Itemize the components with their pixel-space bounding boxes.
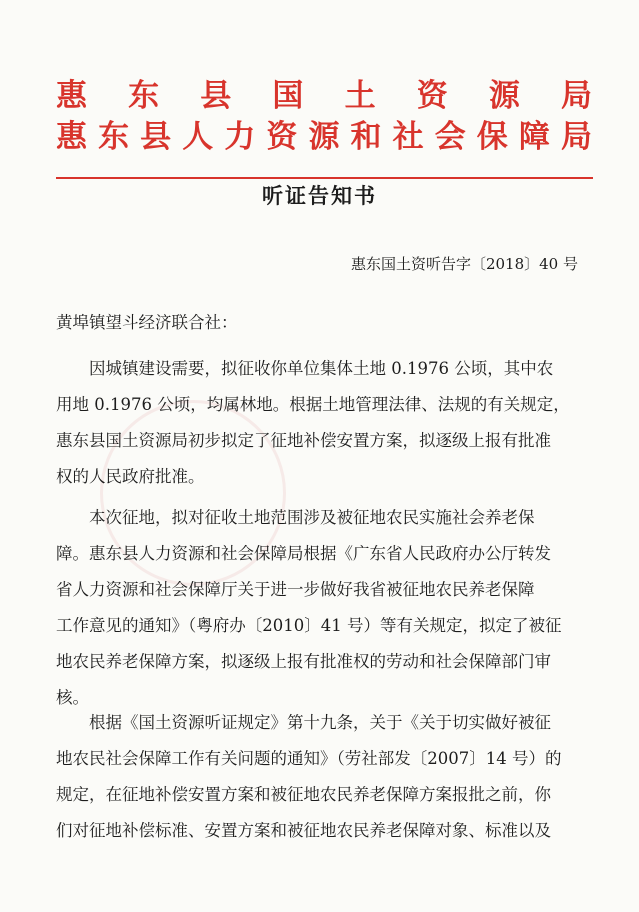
paragraph-line: 用地 0.1976 公顷，均属林地。根据土地管理法律、法规的有关规定， [56, 395, 570, 414]
header-char: 惠 [56, 78, 87, 114]
document-title: 听证告知书 [262, 183, 377, 208]
header-char: 县 [200, 78, 232, 114]
header-char: 和 [350, 119, 382, 155]
header-char: 源 [308, 119, 340, 155]
paragraph-line: 权的人民政府批准。 [56, 467, 205, 486]
header-char: 资 [266, 119, 298, 155]
header-char: 社 [392, 119, 424, 155]
header-char: 惠 [56, 119, 87, 155]
header-char: 障 [518, 119, 550, 155]
header-char: 县 [140, 119, 172, 155]
paragraph-line: 障。惠东县人力资源和社会保障局根据《广东省人民政府办公厅转发 [56, 544, 551, 563]
header-char: 国 [272, 78, 304, 114]
paragraph-line: 工作意见的通知》（粤府办〔2010〕41 号）等有关规定，拟定了被征 [56, 616, 562, 635]
issuer-header-line-1 [56, 77, 592, 115]
header-char: 力 [224, 119, 256, 155]
paragraph-line: 核。 [56, 688, 89, 707]
addressee: 黄埠镇望斗经济联合社： [56, 313, 238, 332]
header-char: 土 [344, 78, 376, 114]
paragraph-line: 省人力资源和社会保障厅关于进一步做好我省被征地农民养老保障 [56, 580, 535, 599]
red-divider-rule [56, 177, 593, 179]
paragraph-line: 本次征地，拟对征收土地范围涉及被征地农民实施社会养老保 [56, 508, 535, 527]
header-char: 东 [128, 78, 160, 114]
paragraph-line: 惠东县国土资源局初步拟定了征地补偿安置方案，拟逐级上报有批准 [56, 431, 551, 450]
paragraph-2 [56, 500, 584, 716]
issuer-header-line-2 [56, 118, 592, 156]
header-char: 资 [416, 78, 448, 114]
document-number: 惠东国土资听告字〔2018〕40 号 [350, 255, 578, 273]
paragraph-line: 因城镇建设需要，拟征收你单位集体土地 0.1976 公顷，其中农 [56, 359, 554, 378]
header-char: 东 [98, 119, 130, 155]
header-char: 会 [434, 119, 466, 155]
header-char: 人 [182, 119, 214, 155]
header-char: 局 [560, 119, 592, 155]
paragraph-3 [56, 705, 584, 849]
header-char: 源 [488, 78, 520, 114]
paragraph-line: 根据《国土资源听证规定》第十九条，关于《关于切实做好被征 [56, 713, 551, 732]
paragraph-line: 地农民养老保障方案，拟逐级上报有批准权的劳动和社会保障部门审 [56, 652, 551, 671]
paragraph-1 [56, 351, 584, 495]
header-char: 保 [476, 119, 508, 155]
header-char: 局 [560, 78, 592, 114]
paragraph-line: 地农民社会保障工作有关问题的通知》（劳社部发〔2007〕14 号）的 [56, 749, 562, 768]
paragraph-line: 规定，在征地补偿安置方案和被征地农民养老保障方案报批之前，你 [56, 785, 551, 804]
paragraph-line: 们对征地补偿标准、安置方案和被征地农民养老保障对象、标准以及 [56, 821, 551, 840]
